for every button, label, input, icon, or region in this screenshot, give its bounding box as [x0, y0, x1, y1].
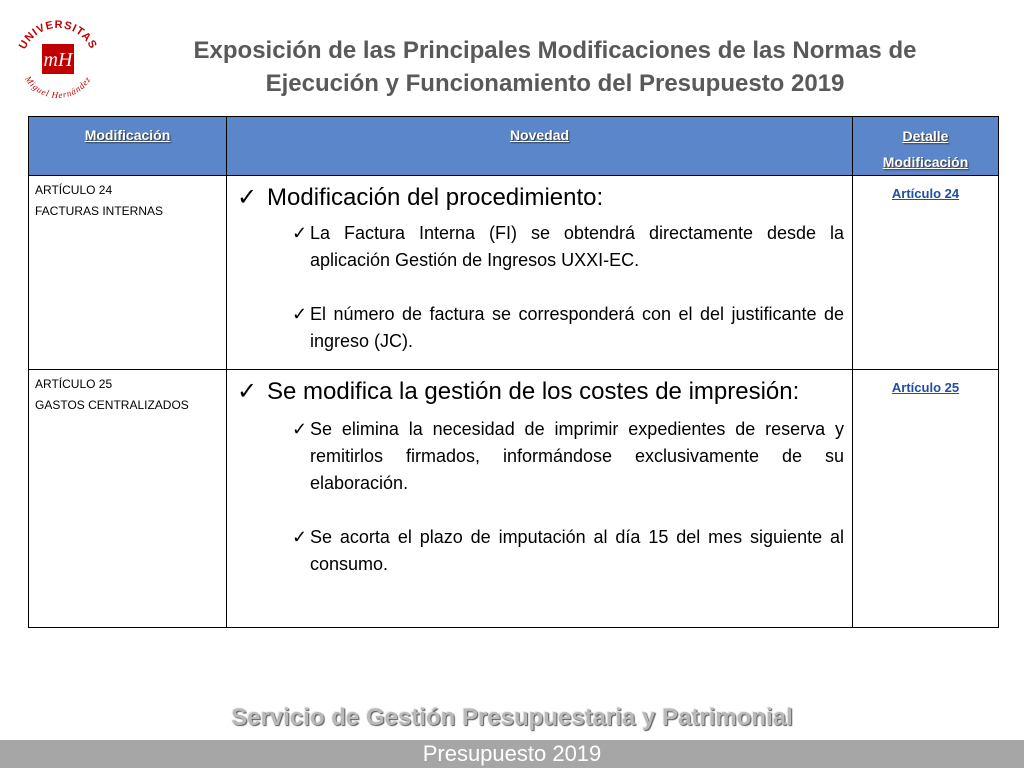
novedad-heading: ✓ Modificación del procedimiento: [237, 180, 844, 216]
check-icon: ✓ [237, 378, 258, 405]
check-icon: ✓ [292, 304, 308, 324]
article-25-link[interactable]: Artículo 25 [891, 380, 960, 395]
table-row [29, 176, 999, 370]
title-line-2: Ejecución y Funcionamiento del Presupuesto 2019 [265, 70, 845, 97]
footer-bar-text: Presupuesto 2019 [422, 741, 602, 766]
header-modificacion: Modificación [29, 117, 227, 176]
list-item: ✓ Se elimina la necesidad de imprimir expedientes de reserva y remitirlos firmados, informándose exclusivamente de su elaboración. [292, 416, 844, 497]
article-subject: FACTURAS INTERNAS [35, 204, 164, 218]
table-row [29, 370, 999, 628]
article-number: ARTÍCULO 24 [35, 183, 113, 197]
detalle-cell [853, 176, 999, 370]
table-header-row [29, 117, 999, 176]
novedad-cell [227, 370, 853, 628]
header-detalle-line1: Detalle [902, 128, 949, 144]
list-item: ✓ El número de factura se corresponderá con el del justificante de ingreso (JC). [292, 301, 844, 355]
list-item: ✓ Se acorta el plazo de imputación al día 15 del mes siguiente al consumo. [292, 524, 844, 578]
page-title [120, 34, 990, 100]
logo-text-bottom: Miguel Hernández [23, 74, 93, 101]
svg-text:Miguel Hernández [23, 73, 93, 100]
footer-bar [0, 740, 1024, 768]
university-logo [8, 8, 108, 108]
novedad-cell [227, 176, 853, 370]
check-icon: ✓ [292, 223, 308, 243]
header-detalle-line2: Modificación [882, 154, 969, 170]
check-icon: ✓ [292, 527, 308, 547]
detalle-cell [853, 370, 999, 628]
check-icon: ✓ [237, 184, 258, 211]
logo-text-top: UNIVERSITAS [16, 18, 100, 52]
check-icon: ✓ [292, 419, 308, 439]
article-cell [29, 370, 227, 628]
article-24-link[interactable]: Artículo 24 [891, 186, 960, 201]
university-seal-icon [8, 8, 108, 108]
header-novedad: Novedad [227, 117, 853, 176]
article-cell [29, 176, 227, 370]
novedad-heading: ✓ Se modifica la gestión de los costes de impresión: [237, 374, 844, 410]
list-item: ✓ La Factura Interna (FI) se obtendrá directamente desde la aplicación Gestión de Ingresos UXXI-EC. [292, 220, 844, 274]
article-subject: GASTOS CENTRALIZADOS [35, 398, 189, 412]
article-number: ARTÍCULO 25 [35, 377, 113, 391]
logo-monogram: mH [43, 49, 73, 71]
footer-subtitle: Servicio de Gestión Presupuestaria y Patrimonial [231, 704, 793, 731]
modifications-table [28, 116, 999, 628]
header-detalle [853, 117, 999, 176]
title-line-1: Exposición de las Principales Modificaciones de las Normas de [193, 37, 917, 64]
